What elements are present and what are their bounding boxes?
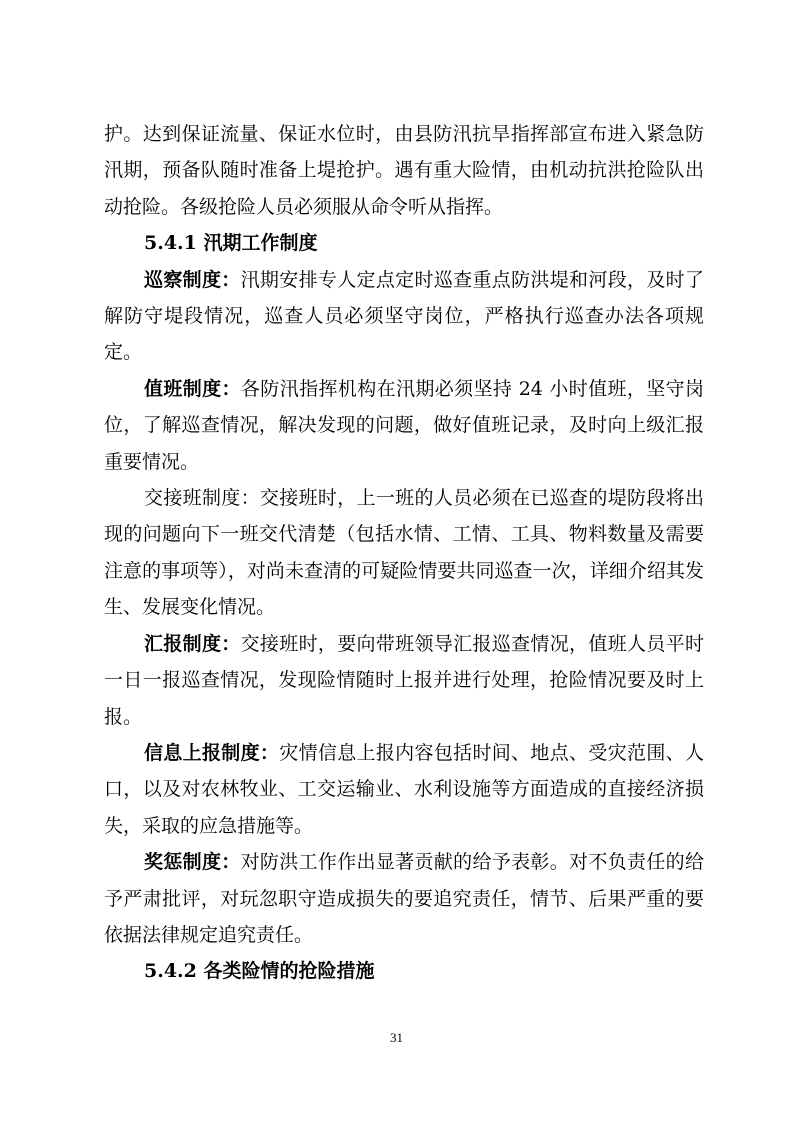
paragraph-report-system	[104, 626, 704, 735]
paragraph-text: 汛期安排专人定点定时巡查重点防洪堤和河段，及时了解防守堤段情况，巡查人员必须坚守岗位，严格执行巡查办法各项规定。	[104, 268, 704, 364]
paragraph-lead-term: 奖惩制度：	[144, 851, 241, 874]
paragraph-reward-punish-system	[104, 844, 704, 953]
paragraph-text: 各防汛指挥机构在汛期必须坚持 24 小时值班，坚守岗位，了解巡查情况，解决发现的问题，做好值班记录，及时向上级汇报重要情况。	[104, 377, 704, 473]
document-body	[104, 116, 704, 990]
paragraph-lead-term: 汇报制度：	[144, 632, 241, 655]
paragraph-text: 交接班时，要向带班领导汇报巡查情况，值班人员平时一日一报巡查情况，发现险情随时上报并进行处理，抢险情况要及时上报。	[104, 632, 704, 728]
paragraph-shift-handover-system	[104, 480, 704, 626]
paragraph-continuation	[104, 116, 704, 225]
section-heading-5-4-1: 5.4.1 汛期工作制度	[144, 232, 318, 255]
section-heading-5-4-2: 5.4.2 各类险情的抢险措施	[144, 960, 375, 983]
paragraph-patrol-system	[104, 262, 704, 371]
paragraph-info-report-system	[104, 735, 704, 844]
paragraph-duty-system	[104, 371, 704, 480]
paragraph-lead-term: 值班制度：	[144, 377, 241, 400]
paragraph-lead-term: 巡察制度：	[144, 268, 241, 291]
page-number: 31	[390, 1030, 403, 1045]
paragraph-text: 对防洪工作作出显著贡献的给予表彰。对不负责任的给予严肃批评，对玩忽职守造成损失的要追究责任，情节、后果严重的要依据法律规定追究责任。	[104, 851, 704, 946]
paragraph-text: 灾情信息上报内容包括时间、地点、受灾范围、人口，以及对农林牧业、工交运输业、水利设施等方面造成的直接经济损失，采取的应急措施等。	[104, 741, 704, 837]
paragraph-text: 护。达到保证流量、保证水位时，由县防汛抗旱指挥部宣布进入紧急防汛期，预备队随时准备上堤抢护。遇有重大险情，由机动抗洪抢险队出动抢险。各级抢险人员必须服从命令听从指挥。	[104, 123, 704, 218]
paragraph-lead-term: 信息上报制度：	[144, 741, 280, 764]
paragraph-text: 交接班制度：交接班时，上一班的人员必须在已巡查的堤防段将出现的问题向下一班交代清楚（包括水情、工情、工具、物料数量及需要注意的事项等），对尚未查清的可疑险情要共同巡查一次，详细介绍其发生、发展变化情况。	[104, 487, 704, 619]
